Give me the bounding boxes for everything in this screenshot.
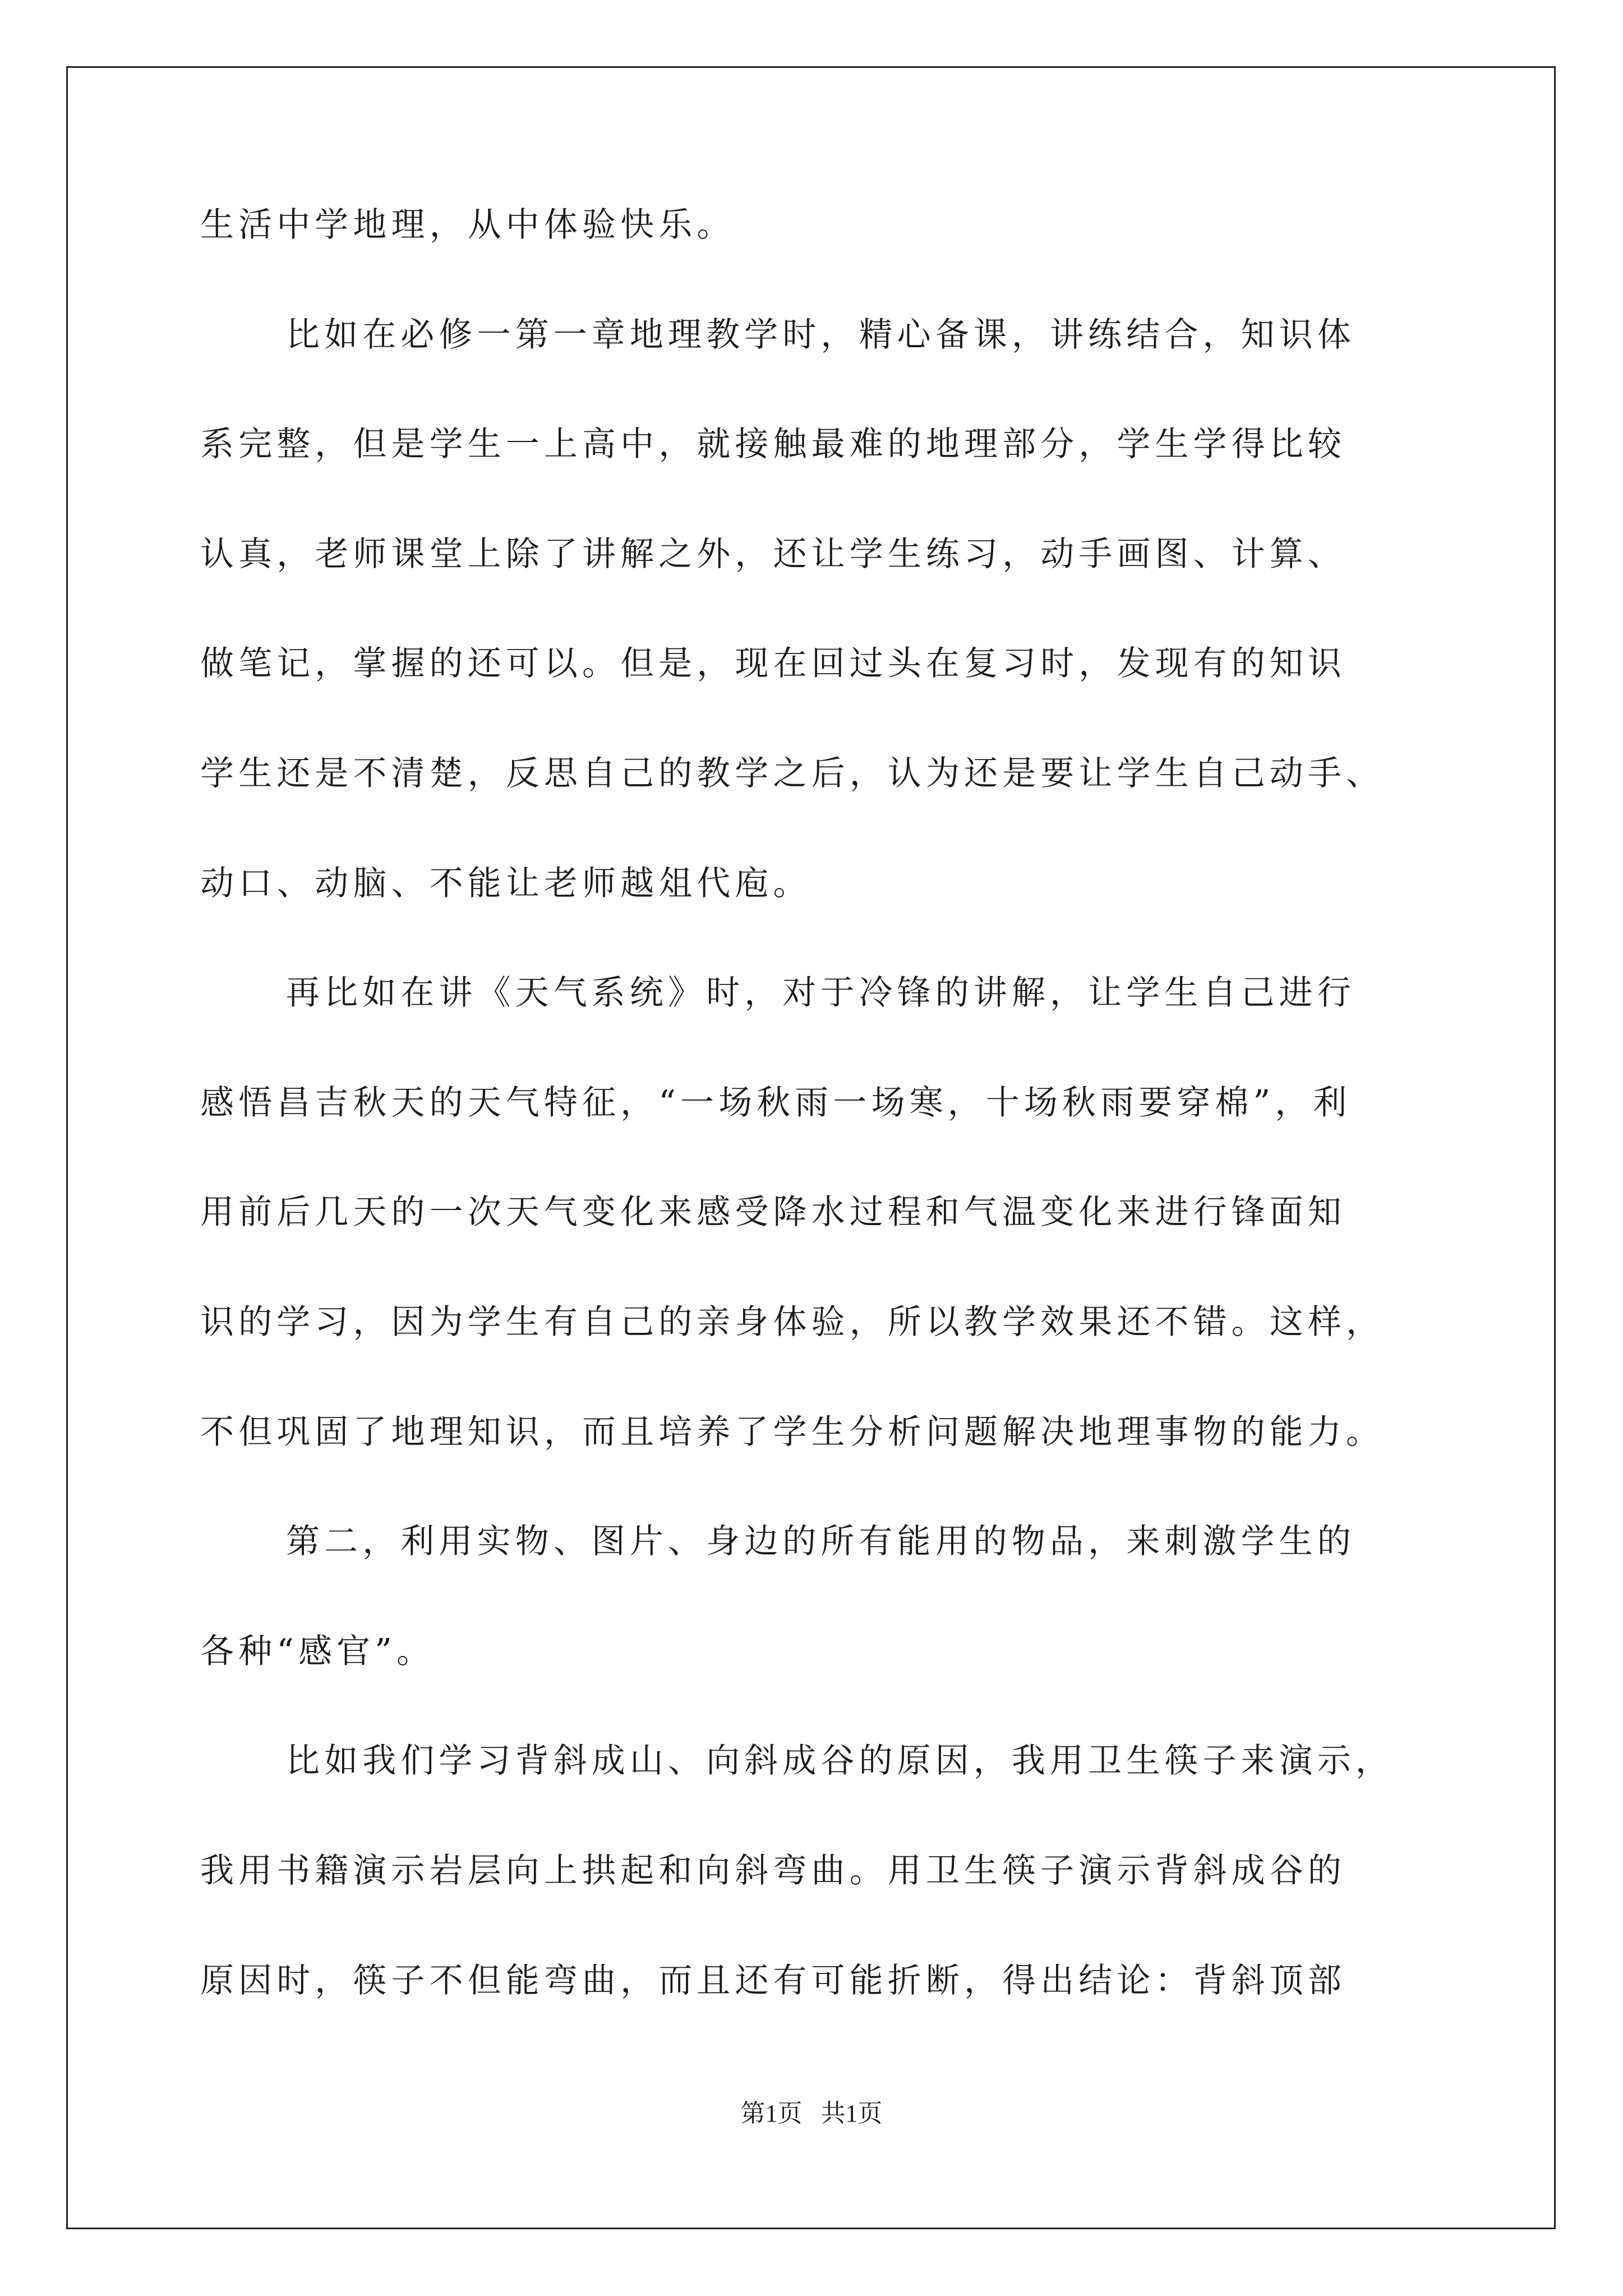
text-line: 各种“感官”。 — [200, 1632, 435, 1671]
paragraph-start-line: 比如我们学习背斜成山、向斜成谷的原因，我用卫生筷子来演示， — [286, 1741, 1394, 1780]
text-line: 系完整，但是学生一上高中，就接触最难的地理部分，学生学得比较 — [200, 425, 1346, 464]
text-line: 我用书籍演示岩层向上拱起和向斜弯曲。用卫生筷子演示背斜成谷的 — [200, 1851, 1346, 1890]
text-line: 认真，老师课堂上除了讲解之外，还让学生练习，动手画图、计算、 — [200, 535, 1346, 574]
text-line: 用前后几天的一次天气变化来感受降水过程和气温变化来进行锋面知 — [200, 1193, 1346, 1232]
text-line: 识的学习，因为学生有自己的亲身体验，所以教学效果还不错。这样， — [200, 1303, 1385, 1342]
text-line: 感悟昌吉秋天的天气特征，“一场秋雨一场寒，十场秋雨要穿棉”，利 — [200, 1083, 1352, 1122]
text-line: 生活中学地理，从中体验快乐。 — [200, 205, 735, 245]
text-line: 动口、动脑、不能让老师越俎代庖。 — [200, 864, 811, 903]
paragraph-start-line: 第二，利用实物、图片、身边的所有能用的物品，来刺激学生的 — [286, 1522, 1355, 1561]
text-line: 做笔记，掌握的还可以。但是，现在回过头在复习时，发现有的知识 — [200, 644, 1346, 683]
paragraph-start-line: 比如在必修一第一章地理教学时，精心备课，讲练结合，知识体 — [286, 315, 1355, 355]
text-line: 原因时，筷子不但能弯曲，而且还有可能折断，得出结论：背斜顶部 — [200, 1961, 1346, 2000]
page-border — [66, 66, 1556, 2229]
page-footer: 第1页 共1页 — [740, 2100, 883, 2127]
paragraph-start-line: 再比如在讲《天气系统》时，对于冷锋的讲解，让学生自己进行 — [286, 973, 1355, 1013]
text-line: 学生还是不清楚，反思自己的教学之后，认为还是要让学生自己动手、 — [200, 754, 1385, 793]
text-line: 不但巩固了地理知识，而且培养了学生分析问题解决地理事物的能力。 — [200, 1412, 1385, 1452]
